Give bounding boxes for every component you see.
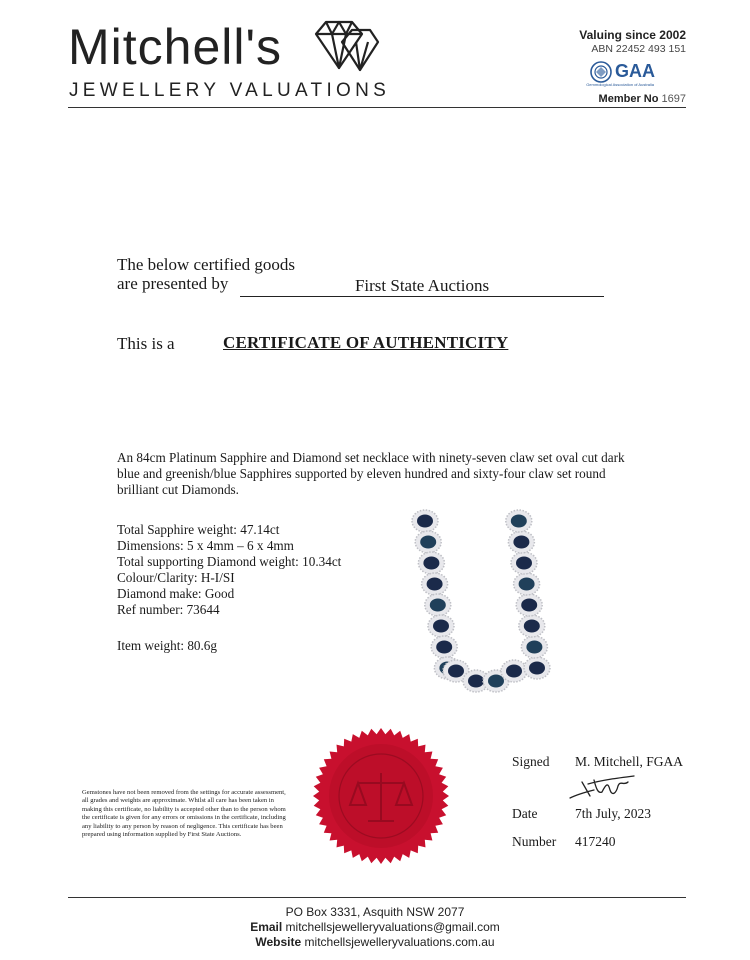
sapphire-stone (529, 662, 545, 675)
valuing-since: Valuing since 2002 (579, 28, 686, 42)
po-box: PO Box 3331, Asquith NSW 2077 (285, 905, 465, 919)
spec-dimensions: Dimensions: 5 x 4mm – 6 x 4mm (117, 538, 294, 553)
specifications (117, 522, 407, 618)
sapphire-stone (524, 620, 540, 633)
sapphire-stone (430, 599, 446, 612)
sapphire-stone (423, 557, 439, 570)
sapphire-stone (420, 536, 436, 549)
date-value: 7th July, 2023 (575, 806, 652, 821)
footer-website (0, 935, 750, 949)
gaa-emblem-icon (590, 61, 612, 83)
necklace-photo (398, 505, 568, 705)
this-is-a-label: This is a (117, 334, 175, 353)
website-address: mitchellsjewelleryvaluations.com.au (304, 935, 495, 949)
intro-line-1: The below certified goods (117, 255, 295, 274)
footer-email (0, 920, 750, 934)
header-divider (68, 107, 686, 108)
number-label: Number (512, 834, 557, 849)
wax-seal (312, 727, 450, 865)
spec-diamond-weight: Total supporting Diamond weight: 10.34ct (117, 554, 342, 569)
sapphire-stone (521, 599, 537, 612)
sapphire-stone (448, 665, 464, 678)
member-value: 1697 (661, 93, 686, 105)
brand-tagline: JEWELLERY VALUATIONS (69, 80, 391, 101)
sapphire-stone (513, 536, 529, 549)
abn-number: ABN 22452 493 151 (591, 43, 686, 55)
spec-colour-clarity: Colour/Clarity: H-I/SI (117, 570, 235, 585)
gaa-subtext: Gemmological Association of Australia (586, 82, 654, 87)
member-number (599, 93, 686, 105)
brand-name: Mitchell's (68, 19, 283, 75)
spec-diamond-make: Diamond make: Good (117, 586, 235, 601)
sapphire-stone (526, 641, 542, 654)
date-label: Date (512, 806, 538, 821)
sapphire-stone (516, 557, 532, 570)
gaa-logo: GAA (615, 61, 655, 81)
sapphire-stone (417, 515, 433, 528)
sapphire-stone (519, 578, 535, 591)
sapphire-stone (506, 665, 522, 678)
email-label: Email (250, 920, 283, 934)
sapphire-stone (433, 620, 449, 633)
spec-sapphire-weight: Total Sapphire weight: 47.14ct (117, 522, 280, 537)
sapphire-stone (427, 578, 443, 591)
diamond-outline-icon (312, 18, 382, 76)
signed-value: M. Mitchell, FGAA (575, 754, 683, 769)
number-value: 417240 (575, 834, 616, 849)
certificate-title: CERTIFICATE OF AUTHENTICITY (223, 333, 509, 352)
footer-divider (68, 897, 686, 898)
sapphire-stone (468, 675, 484, 688)
signed-label: Signed (512, 754, 550, 769)
disclaimer: Gemstones have not been removed from the settings for accurate assessment, all grades and weights are approximate. Whilst all care has been taken in making this certificate, no liability is accepted other than to the person whom the certificate is given for any errors or omissions in the certificate, including any liability to any person by reason of negligence. This certificate has been prepared using information supplied by First State Auctions. (82, 789, 286, 839)
email-address: mitchellsjewelleryvaluations@gmail.com (285, 920, 500, 934)
item-description: An 84cm Platinum Sapphire and Diamond set necklace with ninety-seven claw set oval cut dark blue and greenish/blue Sapphires supported by eleven hundred and sixty-four claw set round brilliant cut Diamonds. (117, 450, 625, 497)
presented-to: First State Auctions (240, 276, 604, 297)
sapphire-stone (488, 675, 504, 688)
sapphire-stone (511, 515, 527, 528)
member-label: Member No (598, 93, 659, 105)
handwritten-signature (568, 772, 638, 802)
intro-line-2: are presented by (117, 274, 229, 293)
website-label: Website (255, 935, 302, 949)
item-weight: Item weight: 80.6g (117, 638, 217, 653)
spec-ref-number: Ref number: 73644 (117, 602, 220, 617)
sapphire-stone (436, 641, 452, 654)
